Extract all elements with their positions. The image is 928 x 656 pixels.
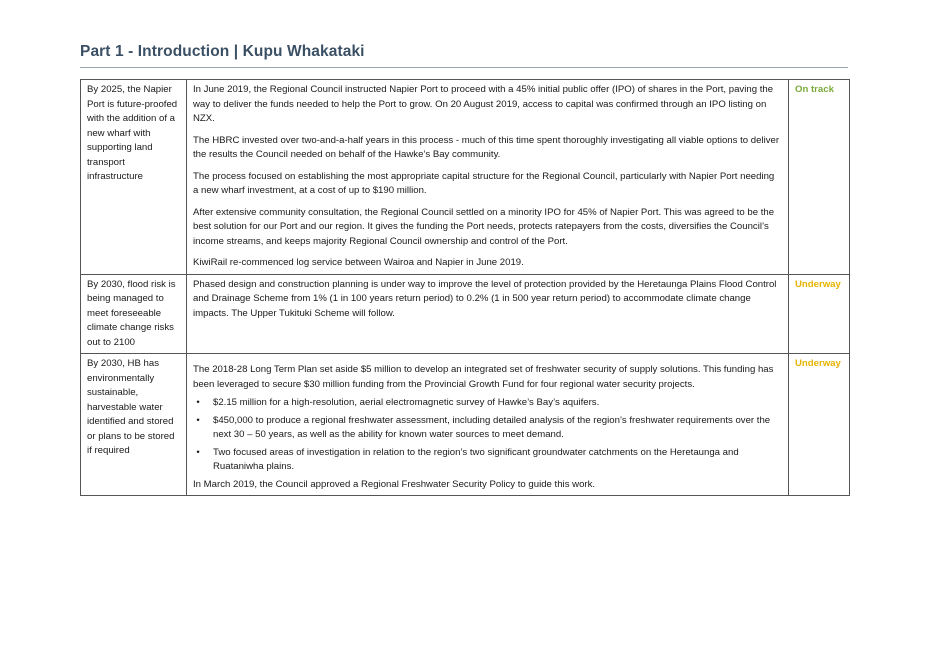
detail-paragraph: The process focused on establishing the most appropriate capital structure for the Regional Council, particularly with Napier Port needing a new wharf investment, at a cost of up to $190 million. bbox=[193, 170, 775, 196]
status-badge: Underway bbox=[789, 274, 850, 354]
goal-cell: By 2025, the Napier Port is future-proofed with the addition of a new wharf with supporting land transport infrastructure bbox=[81, 80, 187, 275]
table-row bbox=[81, 354, 850, 496]
table-row bbox=[81, 80, 850, 275]
detail-paragraph: After extensive community consultation, the Regional Council settled on a minority IPO for 45% of Napier Port. This was agreed to be the best solution for our Port and our region. It gives the funding the Port needs, protects ratepayers from the costs, diversifies the Council’s income streams, and keeps majority Regional Council ownership and control of the Port. bbox=[193, 206, 775, 247]
bullet-text: Two focused areas of investigation in relation to the region’s two significant groundwater catchments on the Heretaunga and Ruataniwha plains. bbox=[213, 446, 739, 472]
progress-table bbox=[80, 79, 850, 496]
goal-cell: By 2030, HB has environmentally sustainable, harvestable water identified and stored or plans to be stored if required bbox=[81, 354, 187, 496]
list-item bbox=[196, 396, 782, 411]
bullet-icon: • bbox=[196, 397, 200, 408]
detail-cell bbox=[187, 354, 789, 496]
page-title: Part 1 - Introduction | Kupu Whakataki bbox=[80, 43, 365, 60]
detail-paragraph: In June 2019, the Regional Council instructed Napier Port to proceed with a 45% initial public offer (IPO) of shares in the Port, paving the way to deliver the funds needed to help the Port to grow. On 20 August 2019, access to capital was confirmed through an IPO listing on NZX. bbox=[193, 84, 774, 124]
status-badge: On track bbox=[789, 80, 850, 275]
bullet-icon: • bbox=[196, 414, 200, 426]
list-item bbox=[196, 414, 782, 443]
bullet-text: $2.15 million for a high-resolution, aerial electromagnetic survey of Hawke’s Bay’s aquifers. bbox=[213, 397, 600, 408]
status-badge: Underway bbox=[789, 354, 850, 496]
bullet-icon: • bbox=[196, 446, 200, 458]
list-item bbox=[196, 446, 782, 475]
bullet-text: $450,000 to produce a regional freshwater assessment, including detailed analysis of the region’s freshwater requirements over the next 30 – 50 years, as well as the ability for known water sources to meet demand. bbox=[213, 414, 771, 440]
goal-cell: By 2030, flood risk is being managed to meet foreseeable climate change risks out to 2100 bbox=[81, 274, 187, 354]
detail-cell bbox=[187, 80, 789, 275]
bullet-list bbox=[193, 396, 782, 475]
detail-paragraph: Phased design and construction planning is under way to improve the level of protection provided by the Heretaunga Plains Flood Control and Drainage Scheme from 1% (1 in 100 years return period) to 0.2% (1 in 500 year return period) to accommodate climate change impacts. The Upper Tukituki Scheme will follow. bbox=[193, 278, 777, 319]
detail-paragraph: The 2018-28 Long Term Plan set aside $5 million to develop an integrated set of freshwater security of supply solutions. This funding has been leveraged to secure $30 million funding from the Provincial Growth Fund for four regional water security projects. bbox=[193, 364, 774, 390]
detail-paragraph: The HBRC invested over two-and-a-half years in this process - much of this time spent thoroughly investigating all viable options to deliver the results the Council needed on behalf of the Hawke’s Bay community. bbox=[193, 134, 780, 160]
detail-paragraph: In March 2019, the Council approved a Regional Freshwater Security Policy to guide this work. bbox=[193, 478, 596, 490]
detail-paragraph: KiwiRail re-commenced log service between Wairoa and Napier in June 2019. bbox=[193, 257, 524, 268]
detail-cell bbox=[187, 274, 789, 354]
table-row bbox=[81, 274, 850, 354]
title-divider bbox=[80, 67, 848, 68]
